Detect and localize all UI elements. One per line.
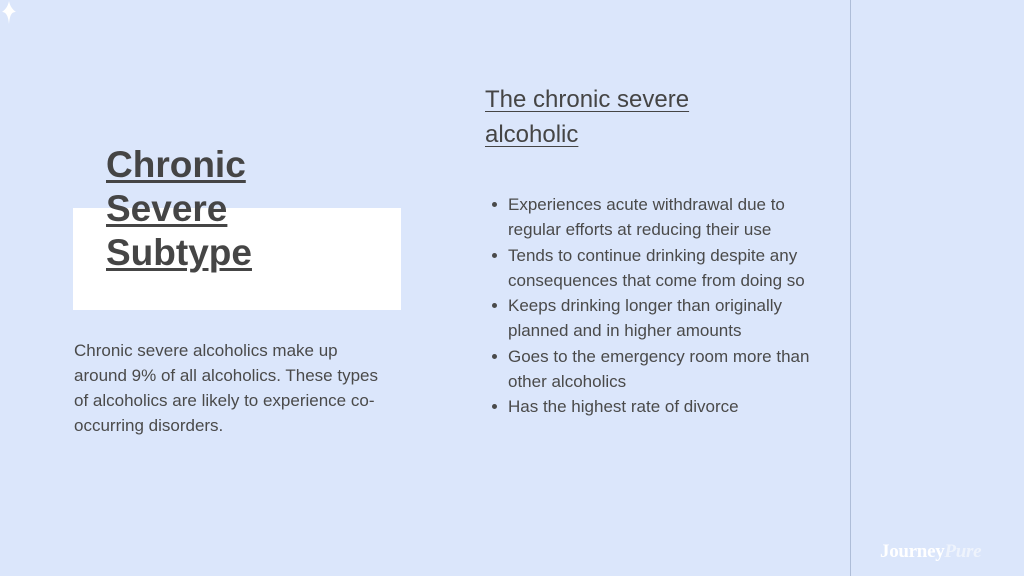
- bullet-item: [491, 394, 821, 419]
- bullet-list: [491, 192, 821, 420]
- bullet-dot-icon: [492, 253, 497, 258]
- slide-title: Chronic Severe Subtype: [106, 144, 252, 273]
- bullet-dot-icon: [492, 404, 497, 409]
- bullet-text: Has the highest rate of divorce: [508, 397, 739, 417]
- bullet-item: [491, 344, 821, 395]
- bullet-item: [491, 293, 821, 344]
- bullet-text: Experiences acute withdrawal due to regular efforts at reducing their use: [508, 195, 785, 240]
- bullet-item: [491, 192, 821, 243]
- bullet-dot-icon: [492, 303, 497, 308]
- intro-paragraph: Chronic severe alcoholics make up around 9% of all alcoholics. These types of alcoholics are likely to experience co-occurring disorders.: [74, 341, 378, 435]
- bird-icon: [0, 0, 18, 26]
- logo-text-journey: Journey: [880, 541, 945, 562]
- bullet-text: Goes to the emergency room more than other alcoholics: [508, 346, 810, 392]
- bullet-dot-icon: [492, 354, 497, 359]
- section-title: The chronic severe alcoholic: [485, 86, 690, 148]
- logo-text-pure: Pure: [944, 541, 982, 562]
- vertical-divider: [850, 0, 851, 576]
- bullet-text: Keeps drinking longer than originally planned and in higher amounts: [508, 296, 783, 341]
- bullet-item: [491, 243, 821, 294]
- bullet-dot-icon: [492, 202, 497, 207]
- journeypure-logo: [880, 532, 981, 572]
- bullet-text: Tends to continue drinking despite any consequences that come from doing so: [508, 245, 805, 290]
